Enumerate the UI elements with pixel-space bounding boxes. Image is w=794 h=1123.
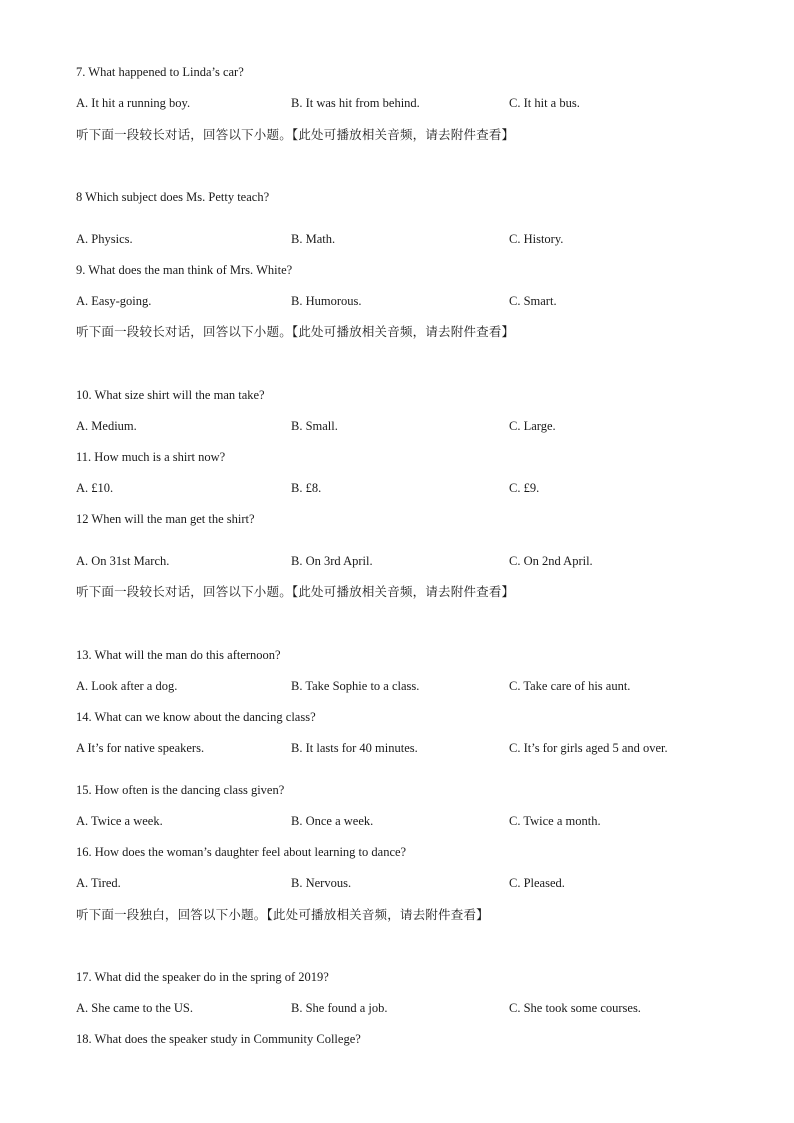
section-instruction: 听下面一段较长对话，回答以下小题。【此处可播放相关音频，请去附件查看】: [76, 324, 515, 339]
option-c: C. She took some courses.: [509, 1001, 641, 1015]
options-13: [76, 678, 756, 694]
option-b: B. Humorous.: [291, 294, 362, 308]
options-8: [76, 231, 756, 247]
option-a: A. Tired.: [76, 876, 121, 890]
option-c: C. Take care of his aunt.: [509, 679, 631, 693]
option-a: A. Look after a dog.: [76, 679, 178, 693]
option-b: B. She found a job.: [291, 1001, 388, 1015]
option-c: C. It’s for girls aged 5 and over.: [509, 741, 668, 755]
question-11: 11. How much is a shirt now?: [76, 450, 226, 464]
section-instruction: 听下面一段较长对话，回答以下小题。【此处可播放相关音频，请去附件查看】: [76, 127, 515, 142]
options-12: [76, 553, 756, 569]
section-instruction: 听下面一段较长对话，回答以下小题。【此处可播放相关音频，请去附件查看】: [76, 584, 515, 599]
option-c: C. £9.: [509, 481, 540, 495]
options-9: [76, 293, 756, 309]
options-16: [76, 875, 756, 891]
question-12: 12 When will the man get the shirt?: [76, 512, 255, 526]
question-14: 14. What can we know about the dancing class?: [76, 710, 316, 724]
option-a: A. £10.: [76, 481, 114, 495]
option-c: C. On 2nd April.: [509, 554, 593, 568]
options-15: [76, 813, 756, 829]
option-a: A. On 31st March.: [76, 554, 170, 568]
option-b: B. Small.: [291, 419, 338, 433]
option-b: B. £8.: [291, 481, 322, 495]
option-a: A It’s for native speakers.: [76, 741, 205, 755]
question-8: 8 Which subject does Ms. Petty teach?: [76, 190, 270, 204]
option-c: C. Smart.: [509, 294, 557, 308]
option-b: B. On 3rd April.: [291, 554, 373, 568]
question-16: 16. How does the woman’s daughter feel about learning to dance?: [76, 845, 407, 859]
options-17: [76, 1000, 756, 1016]
option-b: B. Take Sophie to a class.: [291, 679, 420, 693]
option-c: C. It hit a bus.: [509, 96, 580, 110]
options-14: [76, 740, 756, 756]
question-15: 15. How often is the dancing class given?: [76, 783, 285, 797]
question-7: 7. What happened to Linda’s car?: [76, 65, 244, 79]
question-9: 9. What does the man think of Mrs. White?: [76, 263, 293, 277]
option-c: C. History.: [509, 232, 564, 246]
options-10: [76, 418, 756, 434]
option-c: C. Twice a month.: [509, 814, 601, 828]
option-b: B. Math.: [291, 232, 336, 246]
options-11: [76, 480, 756, 496]
question-13: 13. What will the man do this afternoon?: [76, 648, 281, 662]
question-17: 17. What did the speaker do in the spring of 2019?: [76, 970, 329, 984]
question-10: 10. What size shirt will the man take?: [76, 388, 265, 402]
options-7: [76, 95, 756, 111]
option-a: A. Physics.: [76, 232, 133, 246]
option-b: B. Nervous.: [291, 876, 352, 890]
option-b: B. Once a week.: [291, 814, 374, 828]
option-c: C. Pleased.: [509, 876, 565, 890]
option-a: A. Twice a week.: [76, 814, 163, 828]
section-instruction: 听下面一段独白，回答以下小题。【此处可播放相关音频，请去附件查看】: [76, 907, 489, 922]
option-b: B. It lasts for 40 minutes.: [291, 741, 418, 755]
option-a: A. It hit a running boy.: [76, 96, 191, 110]
option-a: A. She came to the US.: [76, 1001, 193, 1015]
question-18: 18. What does the speaker study in Community College?: [76, 1032, 361, 1046]
option-a: A. Easy-going.: [76, 294, 152, 308]
option-a: A. Medium.: [76, 419, 137, 433]
option-b: B. It was hit from behind.: [291, 96, 420, 110]
option-c: C. Large.: [509, 419, 556, 433]
